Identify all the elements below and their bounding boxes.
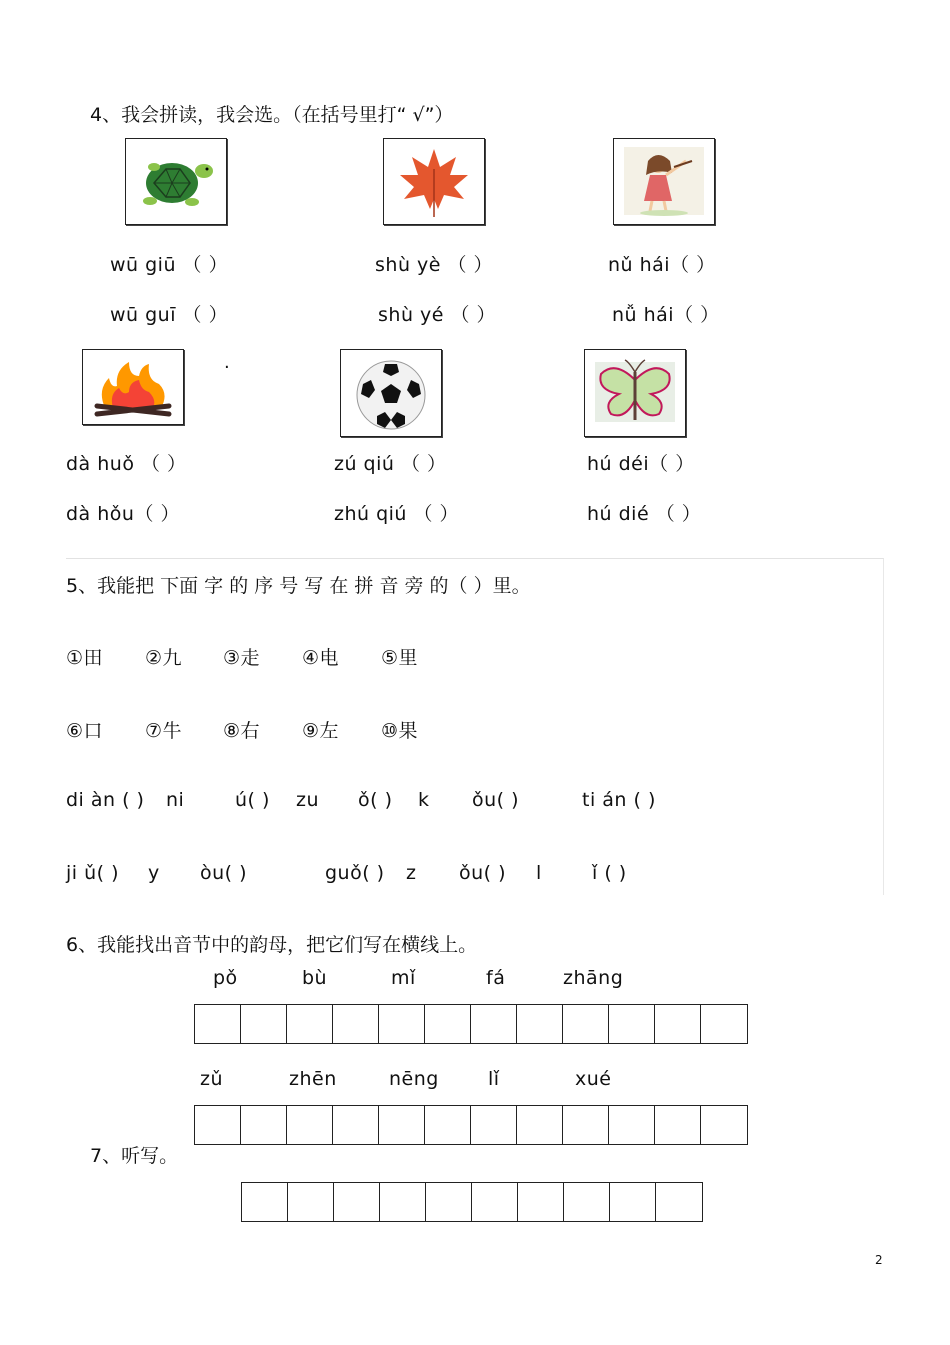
option-ball-2: zhú qiú （ ） xyxy=(334,503,460,525)
q7-title: 7、听写。 xyxy=(90,1145,179,1167)
option-butterfly-1: hú déi（ ） xyxy=(587,453,695,475)
grid-cell[interactable] xyxy=(563,1005,609,1043)
char-1: ①田 xyxy=(66,647,104,669)
bonfire-icon xyxy=(83,350,183,424)
turtle-icon xyxy=(126,139,226,224)
pinyin-fragment: ni xyxy=(166,789,185,811)
grid-cell[interactable] xyxy=(379,1106,425,1144)
grid-cell[interactable] xyxy=(656,1183,702,1221)
pinyin-fragment: k xyxy=(418,789,430,811)
grid-cell[interactable] xyxy=(241,1106,287,1144)
butterfly-icon xyxy=(585,350,685,436)
pinyin-fragment: z xyxy=(406,862,417,884)
syllable: zǔ xyxy=(200,1068,224,1090)
option-girl-2: nǚ hái（ ） xyxy=(612,304,720,326)
char-3: ③走 xyxy=(223,647,261,669)
writing-grid-2[interactable] xyxy=(194,1105,748,1145)
syllable: zhēn xyxy=(289,1068,337,1090)
syllable: bù xyxy=(302,967,328,989)
pinyin-blank: ú( ) xyxy=(235,789,270,811)
grid-cell[interactable] xyxy=(425,1005,471,1043)
pinyin-blank: ji ǔ( ) xyxy=(66,862,120,884)
pinyin-blank: guǒ( ) xyxy=(325,862,385,884)
soccer-ball-picture xyxy=(340,349,442,437)
grid-cell[interactable] xyxy=(287,1106,333,1144)
leaf-icon xyxy=(384,139,484,224)
pinyin-fragment: y xyxy=(148,862,160,884)
pinyin-blank: ǒu( ) xyxy=(472,789,520,811)
pinyin-fragment: l xyxy=(536,862,542,884)
grid-cell[interactable] xyxy=(241,1005,287,1043)
grid-cell[interactable] xyxy=(609,1005,655,1043)
char-4: ④电 xyxy=(302,647,340,669)
grid-cell[interactable] xyxy=(655,1106,701,1144)
pinyin-blank: ǒu( ) xyxy=(459,862,507,884)
pinyin-blank: di àn ( ) xyxy=(66,789,145,811)
q5-section xyxy=(66,558,884,895)
grid-cell[interactable] xyxy=(195,1106,241,1144)
pinyin-blank: ti án ( ) xyxy=(582,789,656,811)
char-7: ⑦牛 xyxy=(145,720,183,742)
grid-cell[interactable] xyxy=(655,1005,701,1043)
char-9: ⑨左 xyxy=(302,720,340,742)
grid-cell[interactable] xyxy=(517,1005,563,1043)
syllable: mǐ xyxy=(391,967,416,989)
grid-cell[interactable] xyxy=(425,1106,471,1144)
leaf-picture xyxy=(383,138,485,225)
option-bonfire-1: dà huǒ （ ） xyxy=(66,453,187,475)
option-leaf-2: shù yé （ ） xyxy=(378,304,497,326)
syllable: nēng xyxy=(389,1068,439,1090)
soccer-ball-icon xyxy=(341,350,441,436)
pinyin-blank: ǐ ( ) xyxy=(592,862,627,884)
grid-cell[interactable] xyxy=(701,1106,747,1144)
syllable: fá xyxy=(486,967,506,989)
bonfire-picture xyxy=(82,349,184,425)
grid-cell[interactable] xyxy=(472,1183,518,1221)
grid-cell[interactable] xyxy=(701,1005,747,1043)
char-5: ⑤里 xyxy=(381,647,419,669)
grid-cell[interactable] xyxy=(563,1106,609,1144)
grid-cell[interactable] xyxy=(426,1183,472,1221)
char-10: ⑩果 xyxy=(381,720,419,742)
grid-cell[interactable] xyxy=(471,1106,517,1144)
q6-title: 6、我能找出音节中的韵母，把它们写在横线上。 xyxy=(66,934,478,956)
grid-cell[interactable] xyxy=(471,1005,517,1043)
pinyin-blank: òu( ) xyxy=(200,862,248,884)
grid-cell[interactable] xyxy=(379,1005,425,1043)
page-number: 2 xyxy=(875,1253,883,1267)
grid-cell[interactable] xyxy=(380,1183,426,1221)
syllable: zhāng xyxy=(563,967,624,989)
syllable: lǐ xyxy=(488,1068,500,1090)
option-bonfire-2: dà hǒu（ ） xyxy=(66,503,180,525)
grid-cell[interactable] xyxy=(333,1005,379,1043)
grid-cell[interactable] xyxy=(195,1005,241,1043)
grid-cell[interactable] xyxy=(287,1005,333,1043)
grid-cell[interactable] xyxy=(609,1106,655,1144)
grid-cell[interactable] xyxy=(333,1106,379,1144)
grid-cell[interactable] xyxy=(334,1183,380,1221)
char-2: ②九 xyxy=(145,647,183,669)
option-butterfly-2: hú dié （ ） xyxy=(587,503,702,525)
grid-cell[interactable] xyxy=(518,1183,564,1221)
option-girl-1: nǔ hái（ ） xyxy=(608,254,716,276)
writing-grid-1[interactable] xyxy=(194,1004,748,1044)
q5-title: 5、我能把 下面 字 的 序 号 写 在 拼 音 旁 的（ ）里。 xyxy=(66,575,531,597)
grid-cell[interactable] xyxy=(288,1183,334,1221)
grid-cell[interactable] xyxy=(242,1183,288,1221)
syllable: pǒ xyxy=(213,967,238,989)
option-leaf-1: shù yè （ ） xyxy=(375,254,494,276)
butterfly-picture xyxy=(584,349,686,437)
grid-cell[interactable] xyxy=(610,1183,656,1221)
char-6: ⑥口 xyxy=(66,720,104,742)
char-8: ⑧右 xyxy=(223,720,261,742)
dictation-grid[interactable] xyxy=(241,1182,703,1222)
option-turtle-1: wū giū （ ） xyxy=(110,254,229,276)
grid-cell[interactable] xyxy=(564,1183,610,1221)
grid-cell[interactable] xyxy=(517,1106,563,1144)
stray-dot: . xyxy=(224,352,230,373)
pinyin-blank: ǒ( ) xyxy=(358,789,393,811)
option-ball-1: zú qiú （ ） xyxy=(334,453,447,475)
girl-picture xyxy=(613,138,715,225)
option-turtle-2: wū guī （ ） xyxy=(110,304,229,326)
turtle-picture xyxy=(125,138,227,225)
q4-title: 4、我会拼读，我会选。（在括号里打“ √”） xyxy=(90,104,454,126)
girl-icon xyxy=(614,139,714,224)
pinyin-fragment: zu xyxy=(296,789,320,811)
syllable: xué xyxy=(575,1068,612,1090)
